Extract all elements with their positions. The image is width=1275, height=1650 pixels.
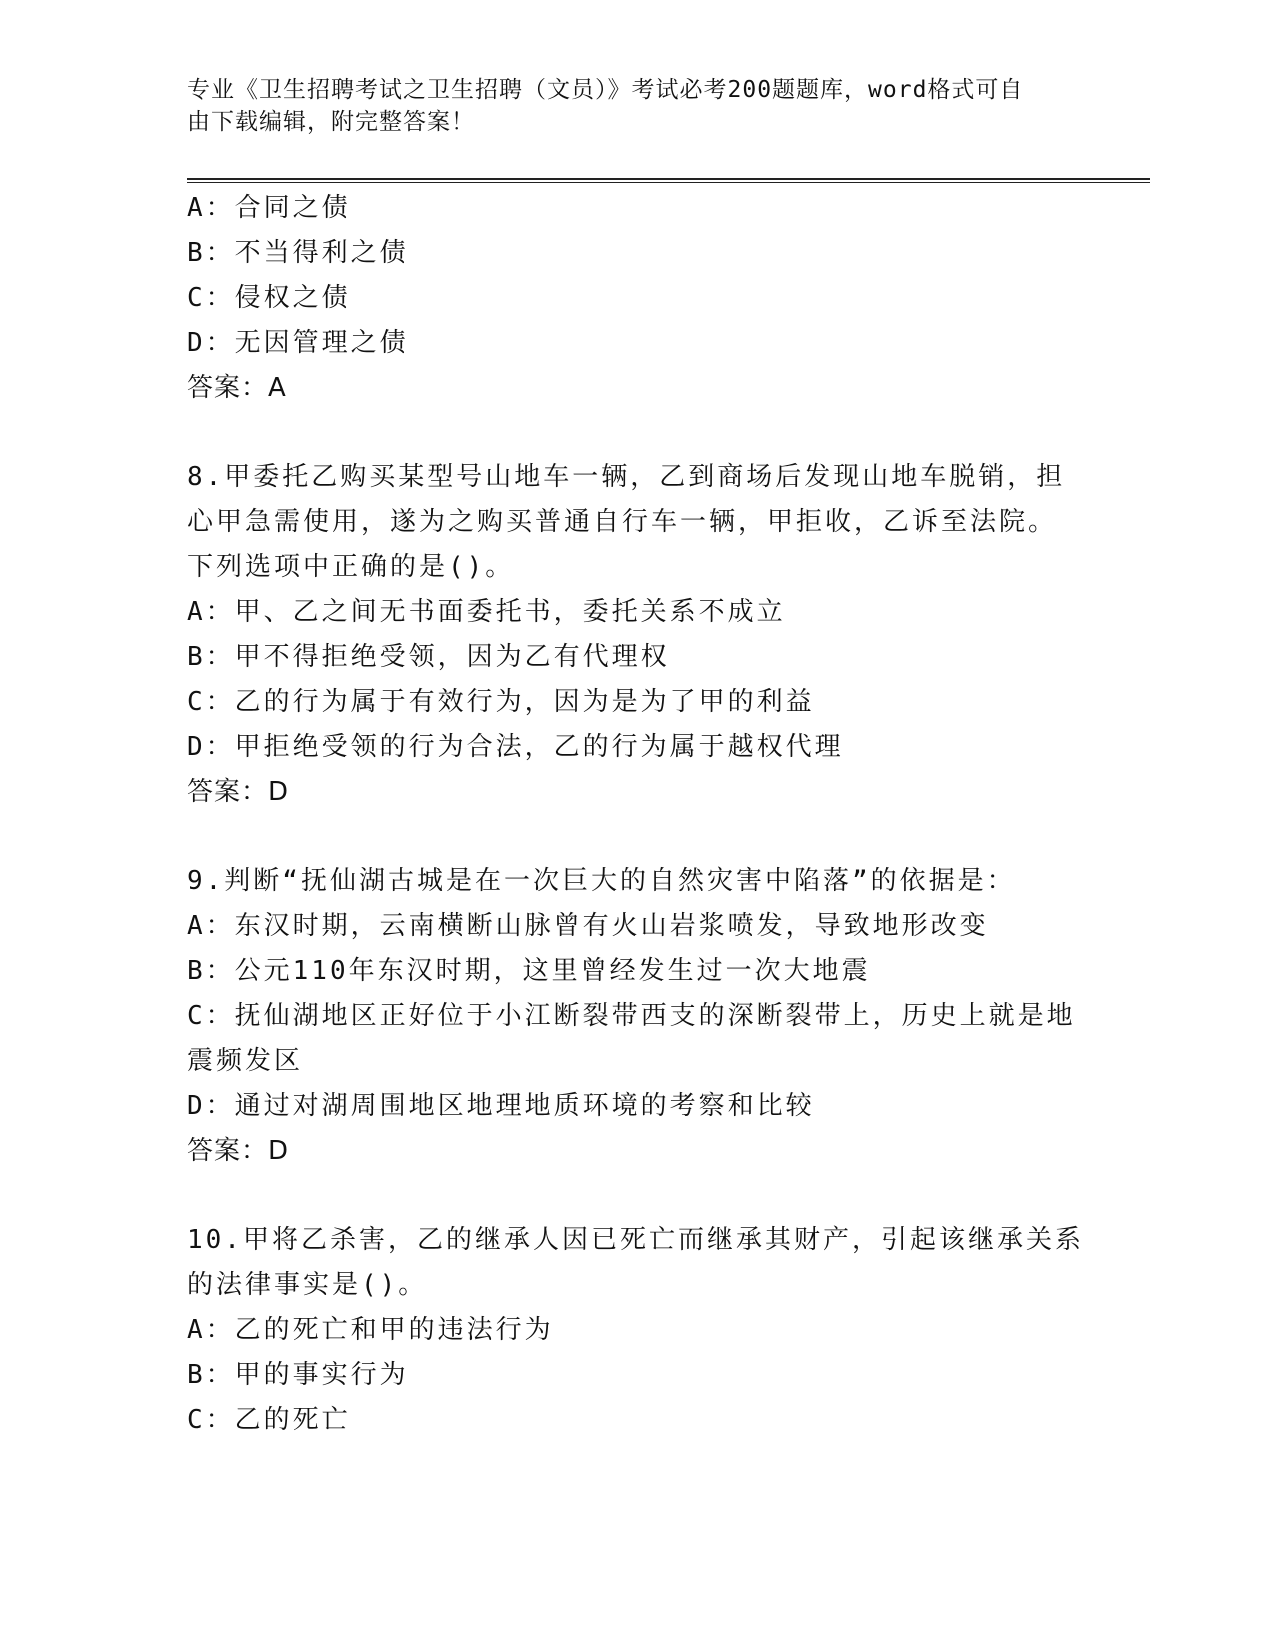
spacer — [187, 1174, 1087, 1218]
option-c: C：乙的死亡 — [187, 1405, 351, 1435]
question-text: 9.判断“抚仙湖古城是在一次巨大的自然灾害中陷落”的依据是： — [187, 866, 1016, 896]
spacer — [187, 815, 1087, 859]
option-d: D：甲拒绝受领的行为合法，乙的行为属于越权代理 — [187, 732, 844, 762]
question-text: 10.甲将乙杀害，乙的继承人因已死亡而继承其财产，引起该继承关系 — [187, 1225, 1084, 1255]
option-c: C：乙的行为属于有效行为，因为是为了甲的利益 — [187, 687, 815, 717]
question-10 — [187, 1218, 1087, 1443]
question-8 — [187, 455, 1087, 815]
option-a: A：合同之债 — [187, 193, 351, 223]
spacer — [187, 411, 1087, 455]
answer-line: 答案：D — [187, 1136, 290, 1166]
question-7-options — [187, 186, 1087, 411]
option-c-continued: 震频发区 — [187, 1046, 304, 1076]
question-text: 下列选项中正确的是()。 — [187, 552, 515, 582]
question-text: 的法律事实是()。 — [187, 1270, 428, 1300]
option-d: D：通过对湖周围地区地理地质环境的考察和比较 — [187, 1091, 815, 1121]
header-rule-thick — [187, 178, 1150, 180]
header-line-2: 由下载编辑，附完整答案！ — [187, 109, 475, 135]
option-a: A：乙的死亡和甲的违法行为 — [187, 1315, 554, 1345]
question-9 — [187, 859, 1087, 1174]
answer-line: 答案：D — [187, 777, 290, 807]
option-b: B：公元110年东汉时期，这里曾经发生过一次大地震 — [187, 956, 871, 986]
option-b: B：甲的事实行为 — [187, 1360, 409, 1390]
question-text: 心甲急需使用，遂为之购买普通自行车一辆，甲拒收，乙诉至法院。 — [187, 507, 1058, 537]
option-a: A：东汉时期，云南横断山脉曾有火山岩浆喷发，导致地形改变 — [187, 911, 989, 941]
option-c: C：抚仙湖地区正好位于小江断裂带西支的深断裂带上，历史上就是地 — [187, 1001, 1076, 1031]
option-b: B：不当得利之债 — [187, 238, 409, 268]
header-line-1: 专业《卫生招聘考试之卫生招聘（文员）》考试必考200题题库，word格式可自 — [187, 77, 1024, 103]
option-b: B：甲不得拒绝受领，因为乙有代理权 — [187, 642, 670, 672]
question-list — [187, 186, 1087, 1443]
option-d: D：无因管理之债 — [187, 328, 409, 358]
header-rule-thin — [187, 182, 1150, 183]
document-header — [187, 74, 1067, 138]
question-text: 8.甲委托乙购买某型号山地车一辆，乙到商场后发现山地车脱销，担 — [187, 462, 1066, 492]
option-c: C：侵权之债 — [187, 283, 351, 313]
answer-line: 答案：A — [187, 373, 287, 403]
option-a: A：甲、乙之间无书面委托书，委托关系不成立 — [187, 597, 786, 627]
